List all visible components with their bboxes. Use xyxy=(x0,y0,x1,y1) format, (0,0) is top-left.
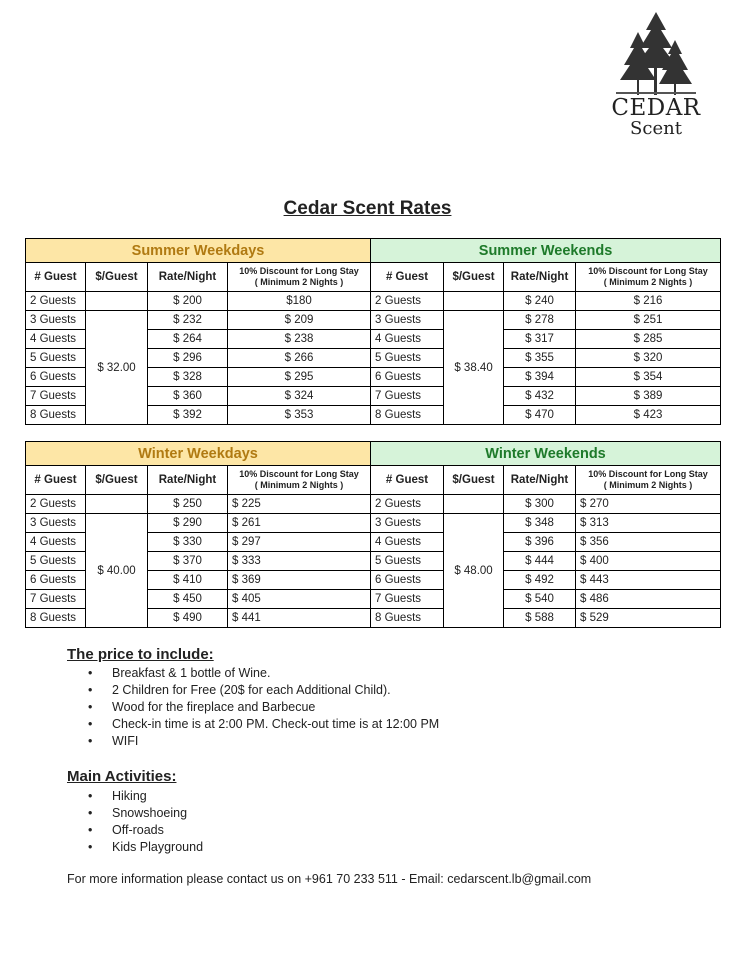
activities-heading: Main Activities: xyxy=(67,768,177,785)
logo-name: CEDAR xyxy=(611,95,701,121)
guest-count-cell: 6 Guests xyxy=(26,571,86,590)
discount-rate-cell: $ 443 xyxy=(576,571,721,590)
column-header-rate-night: Rate/Night xyxy=(504,263,576,292)
discount-rate-cell: $ 313 xyxy=(576,514,721,533)
guest-count-cell: 2 Guests xyxy=(26,292,86,311)
per-guest-empty-cell xyxy=(444,495,504,514)
guest-count-cell: 2 Guests xyxy=(371,495,444,514)
table-row xyxy=(26,292,721,311)
per-guest-price-cell: $ 48.00 xyxy=(444,514,504,628)
includes-list xyxy=(88,665,439,750)
discount-rate-cell: $ 400 xyxy=(576,552,721,571)
guest-count-cell: 5 Guests xyxy=(371,552,444,571)
rate-night-cell: $ 317 xyxy=(504,330,576,349)
guest-count-cell: 4 Guests xyxy=(26,330,86,349)
rate-night-cell: $ 588 xyxy=(504,609,576,628)
rate-night-cell: $ 360 xyxy=(148,387,228,406)
guest-count-cell: 8 Guests xyxy=(371,609,444,628)
column-header-guests: # Guest xyxy=(26,263,86,292)
discount-rate-cell: $ 285 xyxy=(576,330,721,349)
rate-night-cell: $ 450 xyxy=(148,590,228,609)
guest-count-cell: 7 Guests xyxy=(26,590,86,609)
column-header-per-guest: $/Guest xyxy=(86,263,148,292)
rate-night-cell: $ 470 xyxy=(504,406,576,425)
per-guest-empty-cell xyxy=(86,495,148,514)
discount-rate-cell: $ 251 xyxy=(576,311,721,330)
column-header-per-guest: $/Guest xyxy=(444,263,504,292)
summer-rates-table xyxy=(25,238,721,425)
discount-rate-cell: $ 324 xyxy=(228,387,371,406)
rate-night-cell: $ 264 xyxy=(148,330,228,349)
minimum-nights-label: ( Minimum 2 Nights ) xyxy=(603,480,693,490)
rate-night-cell: $ 492 xyxy=(504,571,576,590)
guest-count-cell: 3 Guests xyxy=(26,514,86,533)
minimum-nights-label: ( Minimum 2 Nights ) xyxy=(603,277,693,287)
guest-count-cell: 8 Guests xyxy=(371,406,444,425)
rate-night-cell: $ 300 xyxy=(504,495,576,514)
discount-rate-cell: $ 238 xyxy=(228,330,371,349)
activities-list xyxy=(88,788,203,856)
guest-count-cell: 5 Guests xyxy=(26,552,86,571)
discount-rate-cell: $ 354 xyxy=(576,368,721,387)
guest-count-cell: 7 Guests xyxy=(26,387,86,406)
guest-count-cell: 8 Guests xyxy=(26,406,86,425)
guest-count-cell: 4 Guests xyxy=(26,533,86,552)
discount-rate-cell: $ 486 xyxy=(576,590,721,609)
minimum-nights-label: ( Minimum 2 Nights ) xyxy=(254,277,344,287)
rate-night-cell: $ 370 xyxy=(148,552,228,571)
cedar-trees-icon xyxy=(616,10,696,95)
discount-rate-cell: $ 261 xyxy=(228,514,371,533)
table-row xyxy=(26,495,721,514)
per-guest-price-cell: $ 32.00 xyxy=(86,311,148,425)
discount-rate-cell: $ 405 xyxy=(228,590,371,609)
section-title-summer-weekends: Summer Weekends xyxy=(371,239,721,263)
rate-night-cell: $ 540 xyxy=(504,590,576,609)
column-header-guests: # Guest xyxy=(371,466,444,495)
list-item: • Wood for the fireplace and Barbecue xyxy=(88,699,439,716)
guest-count-cell: 7 Guests xyxy=(371,590,444,609)
minimum-nights-label: ( Minimum 2 Nights ) xyxy=(254,480,344,490)
column-header-discount xyxy=(576,263,721,292)
guest-count-cell: 5 Guests xyxy=(371,349,444,368)
discount-rate-cell: $ 225 xyxy=(228,495,371,514)
discount-rate-cell: $ 270 xyxy=(576,495,721,514)
rate-night-cell: $ 330 xyxy=(148,533,228,552)
column-header-rate-night: Rate/Night xyxy=(504,466,576,495)
section-title-winter-weekends: Winter Weekends xyxy=(371,442,721,466)
list-item: • WIFI xyxy=(88,733,439,750)
list-item: • Breakfast & 1 bottle of Wine. xyxy=(88,665,439,682)
per-guest-empty-cell xyxy=(444,292,504,311)
guest-count-cell: 6 Guests xyxy=(26,368,86,387)
table-row xyxy=(26,311,721,330)
rate-night-cell: $ 410 xyxy=(148,571,228,590)
discount-rate-cell: $ 320 xyxy=(576,349,721,368)
page-title: Cedar Scent Rates xyxy=(283,198,452,219)
rate-night-cell: $ 200 xyxy=(148,292,228,311)
list-item: • Snowshoeing xyxy=(88,805,203,822)
list-item: • Check-in time is at 2:00 PM. Check-out time is at 12:00 PM xyxy=(88,716,439,733)
rate-night-cell: $ 250 xyxy=(148,495,228,514)
column-header-discount xyxy=(228,263,371,292)
winter-rates-table xyxy=(25,441,721,628)
guest-count-cell: 6 Guests xyxy=(371,571,444,590)
guest-count-cell: 6 Guests xyxy=(371,368,444,387)
column-header-rate-night: Rate/Night xyxy=(148,263,228,292)
rate-night-cell: $ 490 xyxy=(148,609,228,628)
discount-rate-cell: $ 297 xyxy=(228,533,371,552)
guest-count-cell: 5 Guests xyxy=(26,349,86,368)
section-title-summer-weekdays: Summer Weekdays xyxy=(26,239,371,263)
discount-label: 10% Discount for Long Stay xyxy=(588,266,708,276)
discount-label: 10% Discount for Long Stay xyxy=(239,469,359,479)
guest-count-cell: 3 Guests xyxy=(371,514,444,533)
rate-night-cell: $ 296 xyxy=(148,349,228,368)
list-item: • Kids Playground xyxy=(88,839,203,856)
discount-rate-cell: $ 209 xyxy=(228,311,371,330)
contact-info: For more information please contact us on +961 70 233 511 - Email: cedarscent.lb@gmail.com xyxy=(67,872,592,886)
discount-rate-cell: $ 369 xyxy=(228,571,371,590)
logo-subname: Scent xyxy=(630,118,682,139)
per-guest-price-cell: $ 38.40 xyxy=(444,311,504,425)
column-header-guests: # Guest xyxy=(26,466,86,495)
discount-rate-cell: $ 423 xyxy=(576,406,721,425)
discount-rate-cell: $ 295 xyxy=(228,368,371,387)
column-header-rate-night: Rate/Night xyxy=(148,466,228,495)
per-guest-empty-cell xyxy=(86,292,148,311)
rate-night-cell: $ 278 xyxy=(504,311,576,330)
rate-night-cell: $ 392 xyxy=(148,406,228,425)
includes-heading: The price to include: xyxy=(67,646,214,663)
discount-label: 10% Discount for Long Stay xyxy=(588,469,708,479)
discount-rate-cell: $ 389 xyxy=(576,387,721,406)
rate-night-cell: $ 232 xyxy=(148,311,228,330)
guest-count-cell: 8 Guests xyxy=(26,609,86,628)
rate-night-cell: $ 328 xyxy=(148,368,228,387)
guest-count-cell: 2 Guests xyxy=(26,495,86,514)
guest-count-cell: 2 Guests xyxy=(371,292,444,311)
rate-night-cell: $ 355 xyxy=(504,349,576,368)
discount-rate-cell: $ 216 xyxy=(576,292,721,311)
guest-count-cell: 4 Guests xyxy=(371,533,444,552)
discount-rate-cell: $ 441 xyxy=(228,609,371,628)
rate-night-cell: $ 432 xyxy=(504,387,576,406)
column-header-discount xyxy=(576,466,721,495)
guest-count-cell: 3 Guests xyxy=(371,311,444,330)
list-item: • Hiking xyxy=(88,788,203,805)
rate-night-cell: $ 394 xyxy=(504,368,576,387)
list-item: • 2 Children for Free (20$ for each Additional Child). xyxy=(88,682,439,699)
discount-rate-cell: $180 xyxy=(228,292,371,311)
discount-rate-cell: $ 356 xyxy=(576,533,721,552)
discount-label: 10% Discount for Long Stay xyxy=(239,266,359,276)
cedar-scent-logo xyxy=(606,10,706,138)
column-header-per-guest: $/Guest xyxy=(86,466,148,495)
guest-count-cell: 7 Guests xyxy=(371,387,444,406)
discount-rate-cell: $ 266 xyxy=(228,349,371,368)
list-item: • Off-roads xyxy=(88,822,203,839)
guest-count-cell: 3 Guests xyxy=(26,311,86,330)
table-row xyxy=(26,514,721,533)
rate-night-cell: $ 240 xyxy=(504,292,576,311)
per-guest-price-cell: $ 40.00 xyxy=(86,514,148,628)
rate-night-cell: $ 348 xyxy=(504,514,576,533)
discount-rate-cell: $ 529 xyxy=(576,609,721,628)
rate-night-cell: $ 290 xyxy=(148,514,228,533)
discount-rate-cell: $ 353 xyxy=(228,406,371,425)
guest-count-cell: 4 Guests xyxy=(371,330,444,349)
discount-rate-cell: $ 333 xyxy=(228,552,371,571)
column-header-discount xyxy=(228,466,371,495)
column-header-per-guest: $/Guest xyxy=(444,466,504,495)
section-title-winter-weekdays: Winter Weekdays xyxy=(26,442,371,466)
rate-night-cell: $ 444 xyxy=(504,552,576,571)
rate-night-cell: $ 396 xyxy=(504,533,576,552)
column-header-guests: # Guest xyxy=(371,263,444,292)
